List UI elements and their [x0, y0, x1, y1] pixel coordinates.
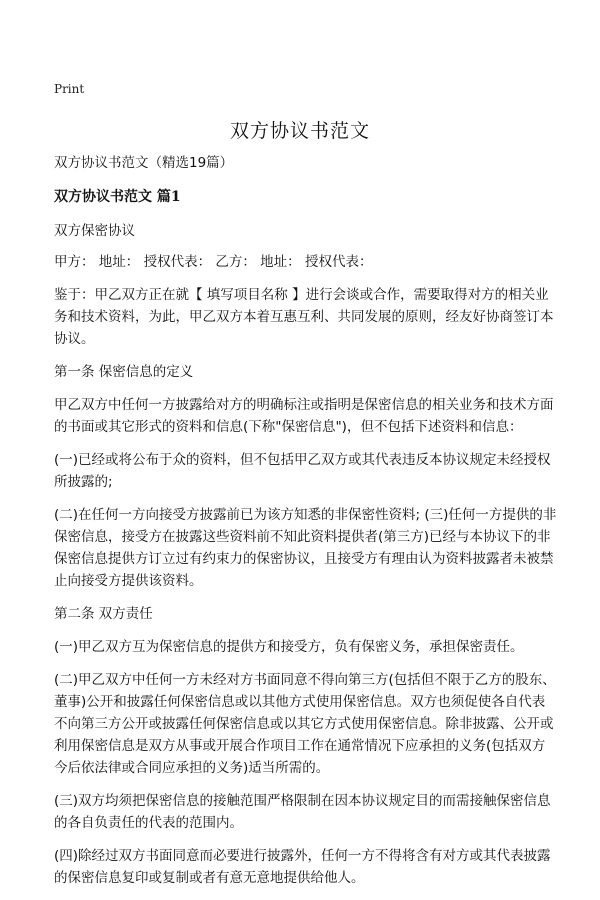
document-title: 双方协议书范文 — [229, 120, 370, 142]
document-subtitle: 双方协议书范文（精选19篇） — [54, 155, 234, 171]
paragraph: 甲乙双方中任何一方披露给对方的明确标注或指明是保密信息的相关业务和技术方面的书面或其它形式的资料和信息(下称"保密信息")，但不包括下述资料和信息： — [54, 397, 554, 435]
print-link[interactable]: Print — [54, 82, 85, 96]
article-heading: 第二条 双方责任 — [54, 606, 153, 622]
paragraph: 双方保密协议 — [54, 223, 135, 239]
paragraph: (二)在任何一方向接受方披露前已为该方知悉的非保密性资料; (三)任何一方提供的非保密信息，接受方在披露这些资料前不知此资料提供者(第三方)已经与本协议下的非保密信息提供方订立过有约束力的保密协议，且接受方有理由认为资料披露者未被禁止向接受方提供该资料。 — [54, 507, 557, 589]
paragraph: (四)除经过双方书面同意而必要进行披露外，任何一方不得将含有对方或其代表披露的保密信息复印或复制或者有意无意地提供给他人。 — [54, 848, 551, 886]
document-body — [54, 152, 558, 900]
section-heading: 双方协议书范文 篇1 — [54, 189, 181, 205]
paragraph: (一)已经或将公布于众的资料，但不包括甲乙双方或其代表违反本协议规定未经授权所披露的; — [54, 452, 551, 490]
paragraph: 甲方： 地址： 授权代表： 乙方： 地址： 授权代表： — [54, 254, 373, 270]
paragraph: (一)甲乙双方互为保密信息的提供方和接受方，负有保密义务，承担保密责任。 — [54, 639, 524, 655]
paragraph: (三)双方均须把保密信息的接触范围严格限制在因本协议规定目的而需接触保密信息的各自负责任的代表的范围内。 — [54, 793, 551, 831]
article-heading: 第一条 保密信息的定义 — [54, 364, 194, 380]
paragraph: (二)甲乙双方中任何一方未经对方书面同意不得向第三方(包括但不限于乙方的股东、董事)公开和披露任何保密信息或以其他方式使用保密信息。双方也须促使各自代表不向第三方公开或披露任何保密信息或以其它方式使用保密信息。除非披露、公开或利用保密信息是双方从事或开展合作项目工作在通常情况下应承担的义务(包括双方今后依法律或合同应承担的义务)适当所需的。 — [54, 672, 556, 776]
paragraph: 鉴于：甲乙双方正在就【 填写项目名称 】进行会谈或合作，需要取得对方的相关业务和技术资料，为此，甲乙双方本着互惠互利、共同发展的原则，经友好协商签订本协议。 — [54, 287, 554, 347]
